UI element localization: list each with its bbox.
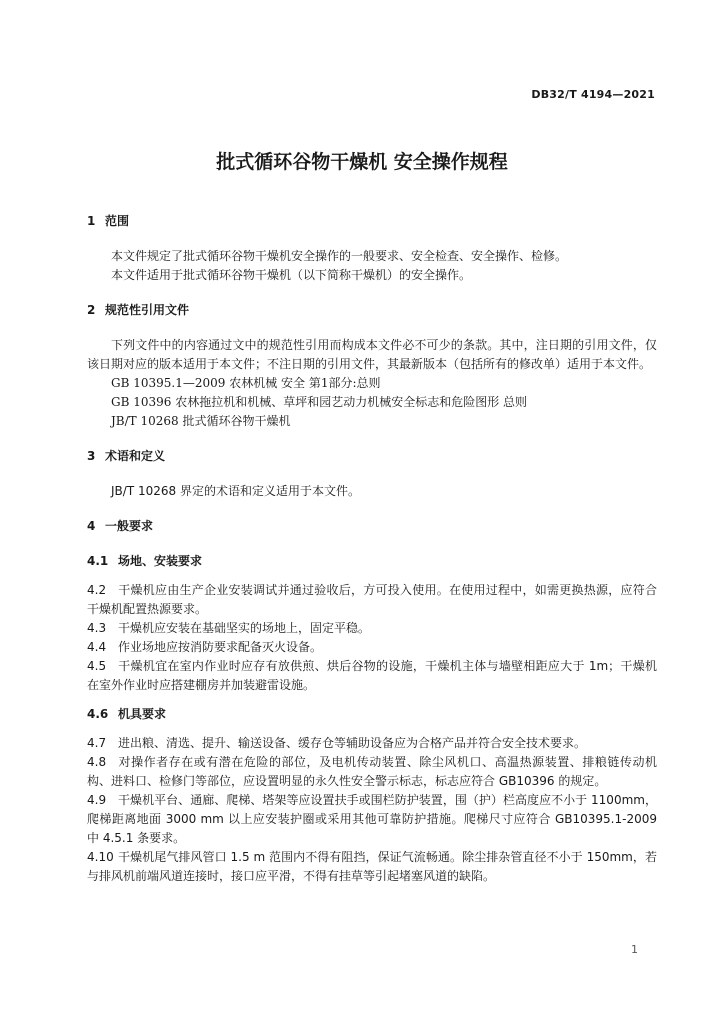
clause [87,791,657,848]
clause [87,581,657,619]
paragraph: 本文件规定了批式循环谷物干燥机安全操作的一般要求、安全检查、安全操作、检修。 [111,249,568,263]
section-number: 4 [87,519,96,533]
document-body [87,212,657,886]
clause-number: 4.2 [87,583,107,597]
section-number: 1 [87,214,96,228]
clause-text: 干燥机平台、通廊、爬梯、塔架等应设置扶手或围栏防护装置，围（护）栏高度应不小于 1100mm，爬梯距离地面 3000 mm 以上应安装护圈或采用其他可靠防护措施。爬梯尺寸应符合 GB10395.1-2009 中 4.5.1 条要求。 [87,793,657,845]
reference-item: GB 10396 农林拖拉机和机械、草坪和园艺动力机械安全标志和危险图形 总则 [111,395,528,409]
clause-number: 4.4 [87,640,107,654]
clause-text: 干燥机应由生产企业安装调试并通过验收后，方可投入使用。在使用过程中，如需更换热源，应符合干燥机配置热源要求。 [87,583,657,616]
section-heading-terms [87,447,657,466]
subsection-number: 4.6 [87,707,109,721]
section-heading-general-requirements [87,517,657,536]
clause [87,753,657,791]
document-title: 批式循环谷物干燥机 安全操作规程 [216,151,508,173]
paragraph: 本文件适用于批式循环谷物干燥机（以下简称干燥机）的安全操作。 [111,268,472,282]
clause-text: 进出粮、清选、提升、输送设备、缓存仓等辅助设备应为合格产品并符合安全技术要求。 [118,736,587,750]
paragraph: JB/T 10268 界定的术语和定义适用于本文件。 [111,484,360,498]
section-title: 范围 [105,214,130,228]
clause [87,657,657,695]
clause-number: 4.7 [87,736,107,750]
clause-number: 4.5 [87,659,107,673]
document-code: DB32/T 4194—2021 [531,88,655,101]
clause-text: 对操作者存在或有潜在危险的部位，及电机传动装置、除尘风机口、高温热源装置、排粮链传动机构、进料口、检修门等部位，应设置明显的永久性安全警示标志，标志应符合 GB10396 的规定。 [87,755,657,788]
subsection-title: 场地、安装要求 [118,554,203,568]
section-title: 一般要求 [105,519,154,533]
clause-number: 4.10 [87,850,114,864]
section-heading-normative-references [87,301,657,320]
clause [87,848,657,886]
section-heading-scope [87,212,657,231]
subsection-title: 机具要求 [118,707,167,721]
clause [87,638,657,657]
paragraph: 下列文件中的内容通过文中的规范性引用而构成本文件必不可少的条款。其中，注日期的引用文件，仅该日期对应的版本适用于本文件；不注日期的引用文件，其最新版本（包括所有的修改单）适用于本文件。 [87,338,657,371]
clause-text: 作业场地应按消防要求配备灭火设备。 [118,640,323,654]
section-title: 术语和定义 [105,449,166,463]
clause-text: 干燥机尾气排风管口 1.5 m 范围内不得有阻挡，保证气流畅通。除尘排杂管直径不小于 150mm，若与排风机前端风道连接时，接口应平滑，不得有挂草等引起堵塞风道的缺陷。 [87,850,657,883]
clause-number: 4.8 [87,755,107,769]
section-title: 规范性引用文件 [105,303,190,317]
subsection-heading [87,705,657,724]
clause [87,619,657,638]
reference-item: GB 10395.1—2009 农林机械 安全 第1部分:总则 [111,376,381,390]
reference-item: JB/T 10268 批式循环谷物干燥机 [111,414,291,428]
section-number: 2 [87,303,96,317]
subsection-heading [87,552,657,571]
subsection-number: 4.1 [87,554,109,568]
clause-number: 4.3 [87,621,107,635]
clause [87,734,657,753]
section-number: 3 [87,449,96,463]
clause-number: 4.9 [87,793,107,807]
clause-text: 干燥机宜在室内作业时应存有放供煎、烘后谷物的设施，干燥机主体与墙壁相距应大于 1m；干燥机在室外作业时应搭建棚房并加装避雷设施。 [87,659,657,692]
clause-text: 干燥机应安装在基础坚实的场地上，固定平稳。 [118,621,371,635]
page-number: 1 [631,943,638,956]
